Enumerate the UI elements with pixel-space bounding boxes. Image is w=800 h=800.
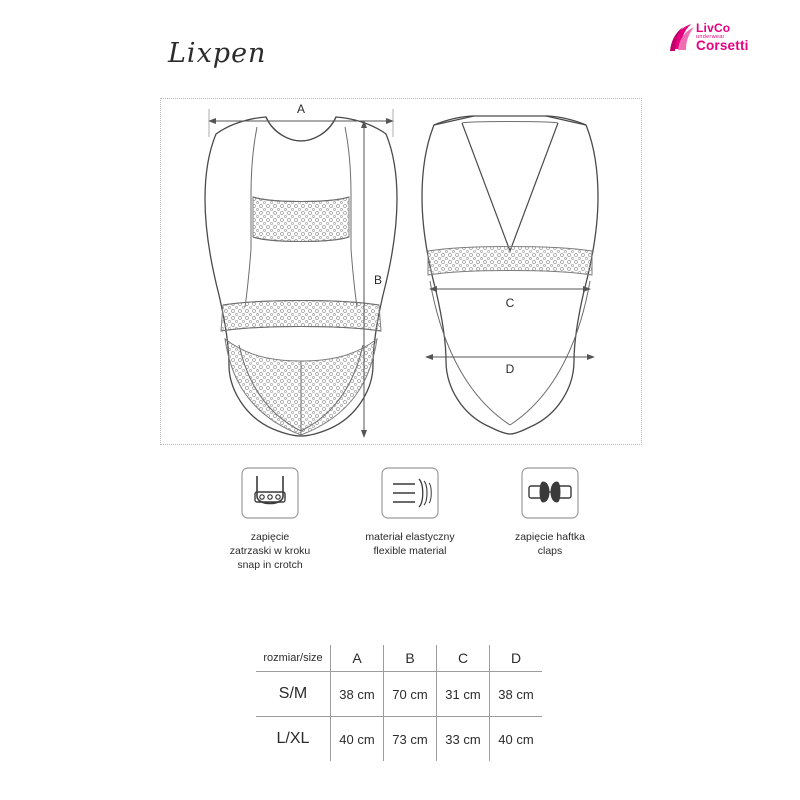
front-view-drawing bbox=[205, 102, 397, 437]
snap-crotch-icon bbox=[235, 462, 305, 524]
cell-c: 31 cm bbox=[437, 672, 490, 717]
table-header-row bbox=[256, 645, 542, 672]
label-d: D bbox=[505, 362, 515, 376]
label-c: C bbox=[505, 296, 515, 310]
brand-name-livco: LivCo bbox=[696, 21, 731, 35]
feature-snap-crotch bbox=[200, 462, 340, 572]
cell-a: 40 cm bbox=[331, 717, 384, 762]
header-col-d: D bbox=[490, 645, 543, 672]
header-col-a: A bbox=[331, 645, 384, 672]
size-table bbox=[256, 645, 542, 761]
cell-d: 38 cm bbox=[490, 672, 543, 717]
header-size-label: rozmiar/size bbox=[256, 645, 331, 672]
brand-tagline: underwear bbox=[696, 33, 725, 40]
feature-clasp bbox=[480, 462, 620, 558]
back-view-drawing bbox=[422, 116, 598, 434]
feature-caption bbox=[200, 530, 340, 572]
label-a: A bbox=[296, 102, 306, 116]
clasp-icon bbox=[515, 462, 585, 524]
label-b: B bbox=[374, 273, 383, 287]
row-size-label: L/XL bbox=[256, 717, 331, 762]
brand-logo-text bbox=[696, 22, 749, 54]
technical-drawing bbox=[161, 99, 641, 444]
feature-flexible-material bbox=[340, 462, 480, 558]
feature-caption bbox=[480, 530, 620, 558]
feature-line-1: zapięcie haftka bbox=[514, 531, 586, 543]
cell-d: 40 cm bbox=[490, 717, 543, 762]
elastic-material-icon bbox=[375, 462, 445, 524]
table-row bbox=[256, 717, 542, 762]
header-col-b: B bbox=[384, 645, 437, 672]
cell-a: 38 cm bbox=[331, 672, 384, 717]
feature-line-1: zapięcie bbox=[250, 531, 290, 543]
feature-line-2: zatrzaski w kroku bbox=[229, 545, 311, 557]
feature-line-2: flexible material bbox=[373, 545, 447, 557]
feature-line-2: claps bbox=[537, 545, 563, 557]
brand-name-corsetti: Corsetti bbox=[696, 38, 749, 54]
feature-line-1: materiał elastyczny bbox=[365, 531, 455, 543]
feature-caption bbox=[340, 530, 480, 558]
row-size-label: S/M bbox=[256, 672, 331, 717]
livco-corsetti-logo-icon bbox=[670, 22, 696, 52]
cell-c: 33 cm bbox=[437, 717, 490, 762]
cell-b: 73 cm bbox=[384, 717, 437, 762]
feature-list bbox=[200, 462, 620, 592]
product-name: Lixpen bbox=[168, 38, 267, 69]
cell-b: 70 cm bbox=[384, 672, 437, 717]
technical-drawing-frame bbox=[160, 98, 642, 445]
feature-line-3: snap in crotch bbox=[237, 559, 303, 571]
table-row bbox=[256, 672, 542, 717]
brand-logo bbox=[670, 20, 762, 60]
header-col-c: C bbox=[437, 645, 490, 672]
